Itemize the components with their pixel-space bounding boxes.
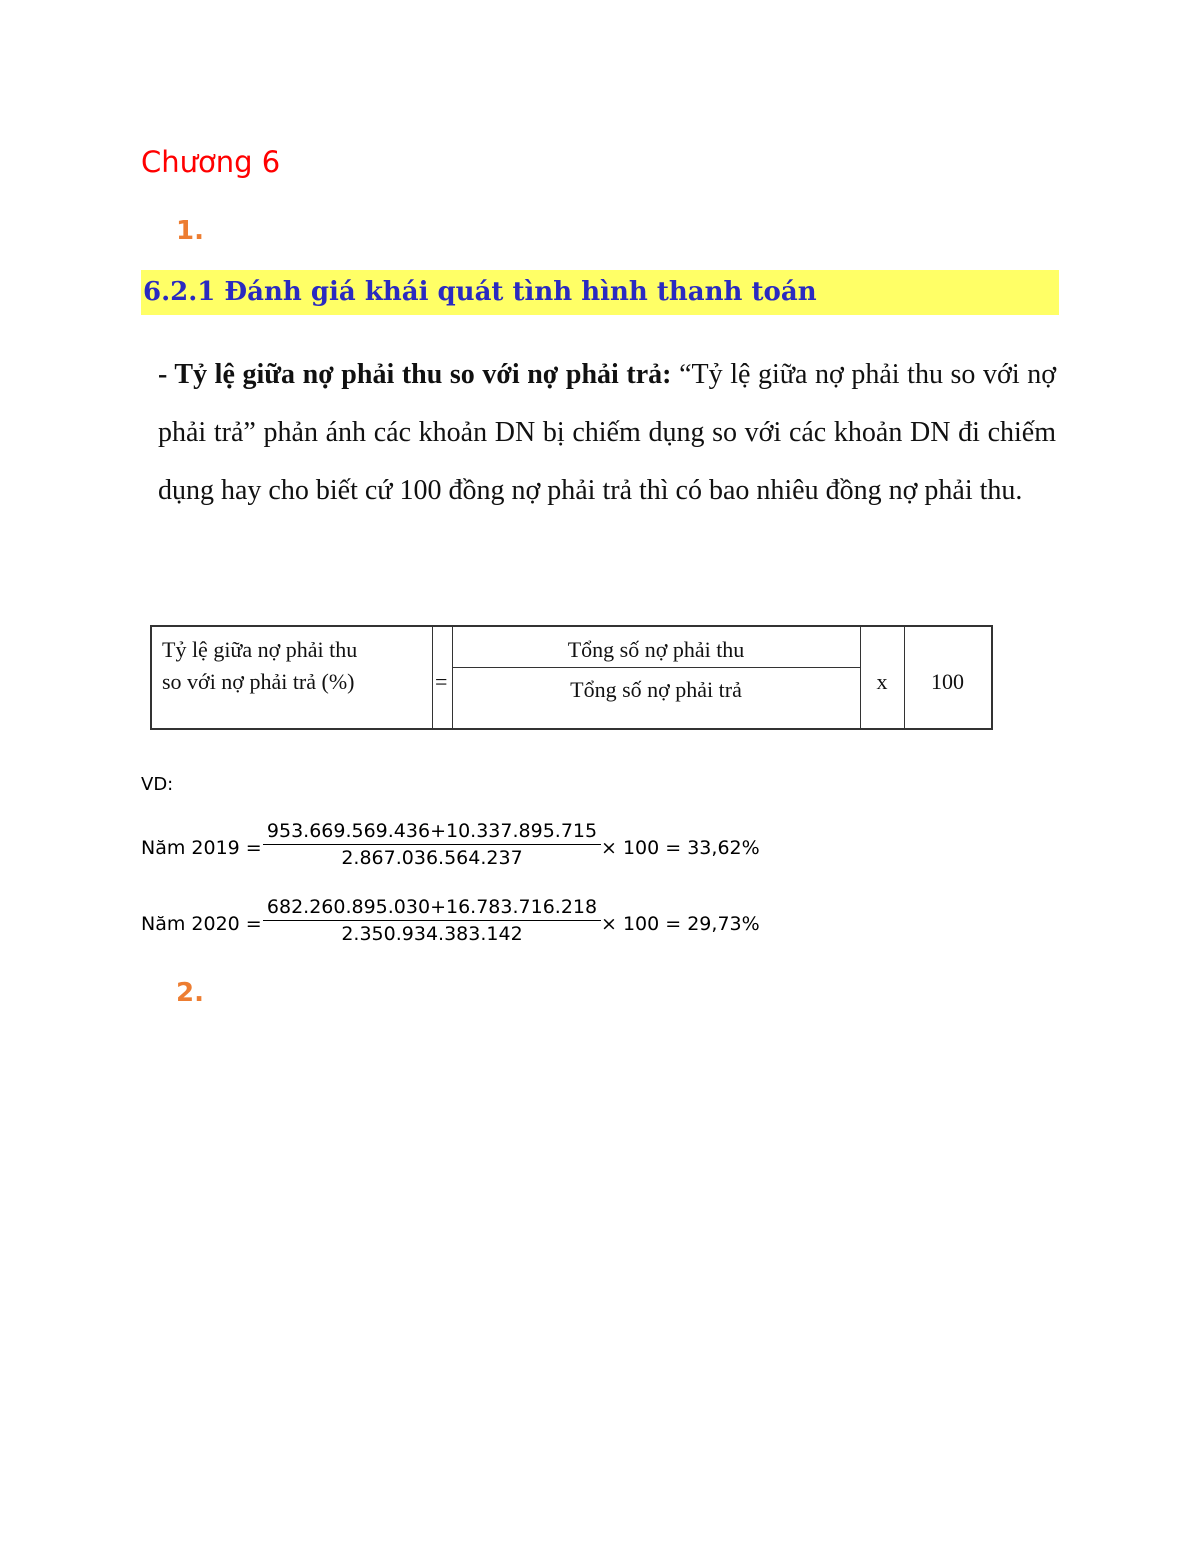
equation-numerator: 953.669.569.436+10.337.895.715: [263, 820, 601, 845]
chapter-title: Chương 6: [141, 145, 281, 179]
item-number-2: 2.: [176, 978, 204, 1008]
formula-numerator: Tổng số nợ phải thu: [567, 637, 745, 662]
equation-fraction: [263, 820, 601, 869]
equation-numerator: 682.260.895.030+16.783.716.218: [263, 896, 601, 921]
definition-paragraph: [158, 346, 1056, 520]
item-number-1: 1.: [176, 216, 204, 246]
definition-text: “Tỷ lệ giữa nợ phải thu so với nợ phải trả” phản ánh các khoản DN bị chiếm dụng so với các khoản DN đi chiếm dụng hay cho biết cứ 100 đồng nợ phải trả thì có bao nhiêu đồng nợ phải thu.: [158, 359, 1057, 506]
equation-rhs: × 100 = 33,62%: [601, 837, 760, 859]
equation-denominator: 2.867.036.564.237: [341, 847, 523, 869]
equation-lhs: Năm 2020 =: [141, 913, 262, 935]
formula-denominator: Tổng số nợ phải trả: [570, 677, 742, 702]
formula-times: x: [876, 669, 888, 694]
formula-table: [150, 625, 993, 730]
example-label: VD:: [141, 774, 174, 795]
definition-term: - Tỷ lệ giữa nợ phải thu so với nợ phải trả:: [158, 359, 672, 390]
formula-left-line2: so với nợ phải trả (%): [162, 669, 355, 694]
section-heading: 6.2.1 Đánh giá khái quát tình hình thanh toán: [141, 270, 1059, 315]
equation-denominator: 2.350.934.383.142: [341, 923, 523, 945]
formula-multiplier: 100: [931, 669, 964, 694]
formula-left-line1: Tỷ lệ giữa nợ phải thu: [162, 637, 358, 662]
formula-equals: =: [435, 669, 448, 694]
equation-fraction: [263, 896, 601, 945]
equation-lhs: Năm 2019 =: [141, 837, 262, 859]
equation-rhs: × 100 = 29,73%: [601, 913, 760, 935]
